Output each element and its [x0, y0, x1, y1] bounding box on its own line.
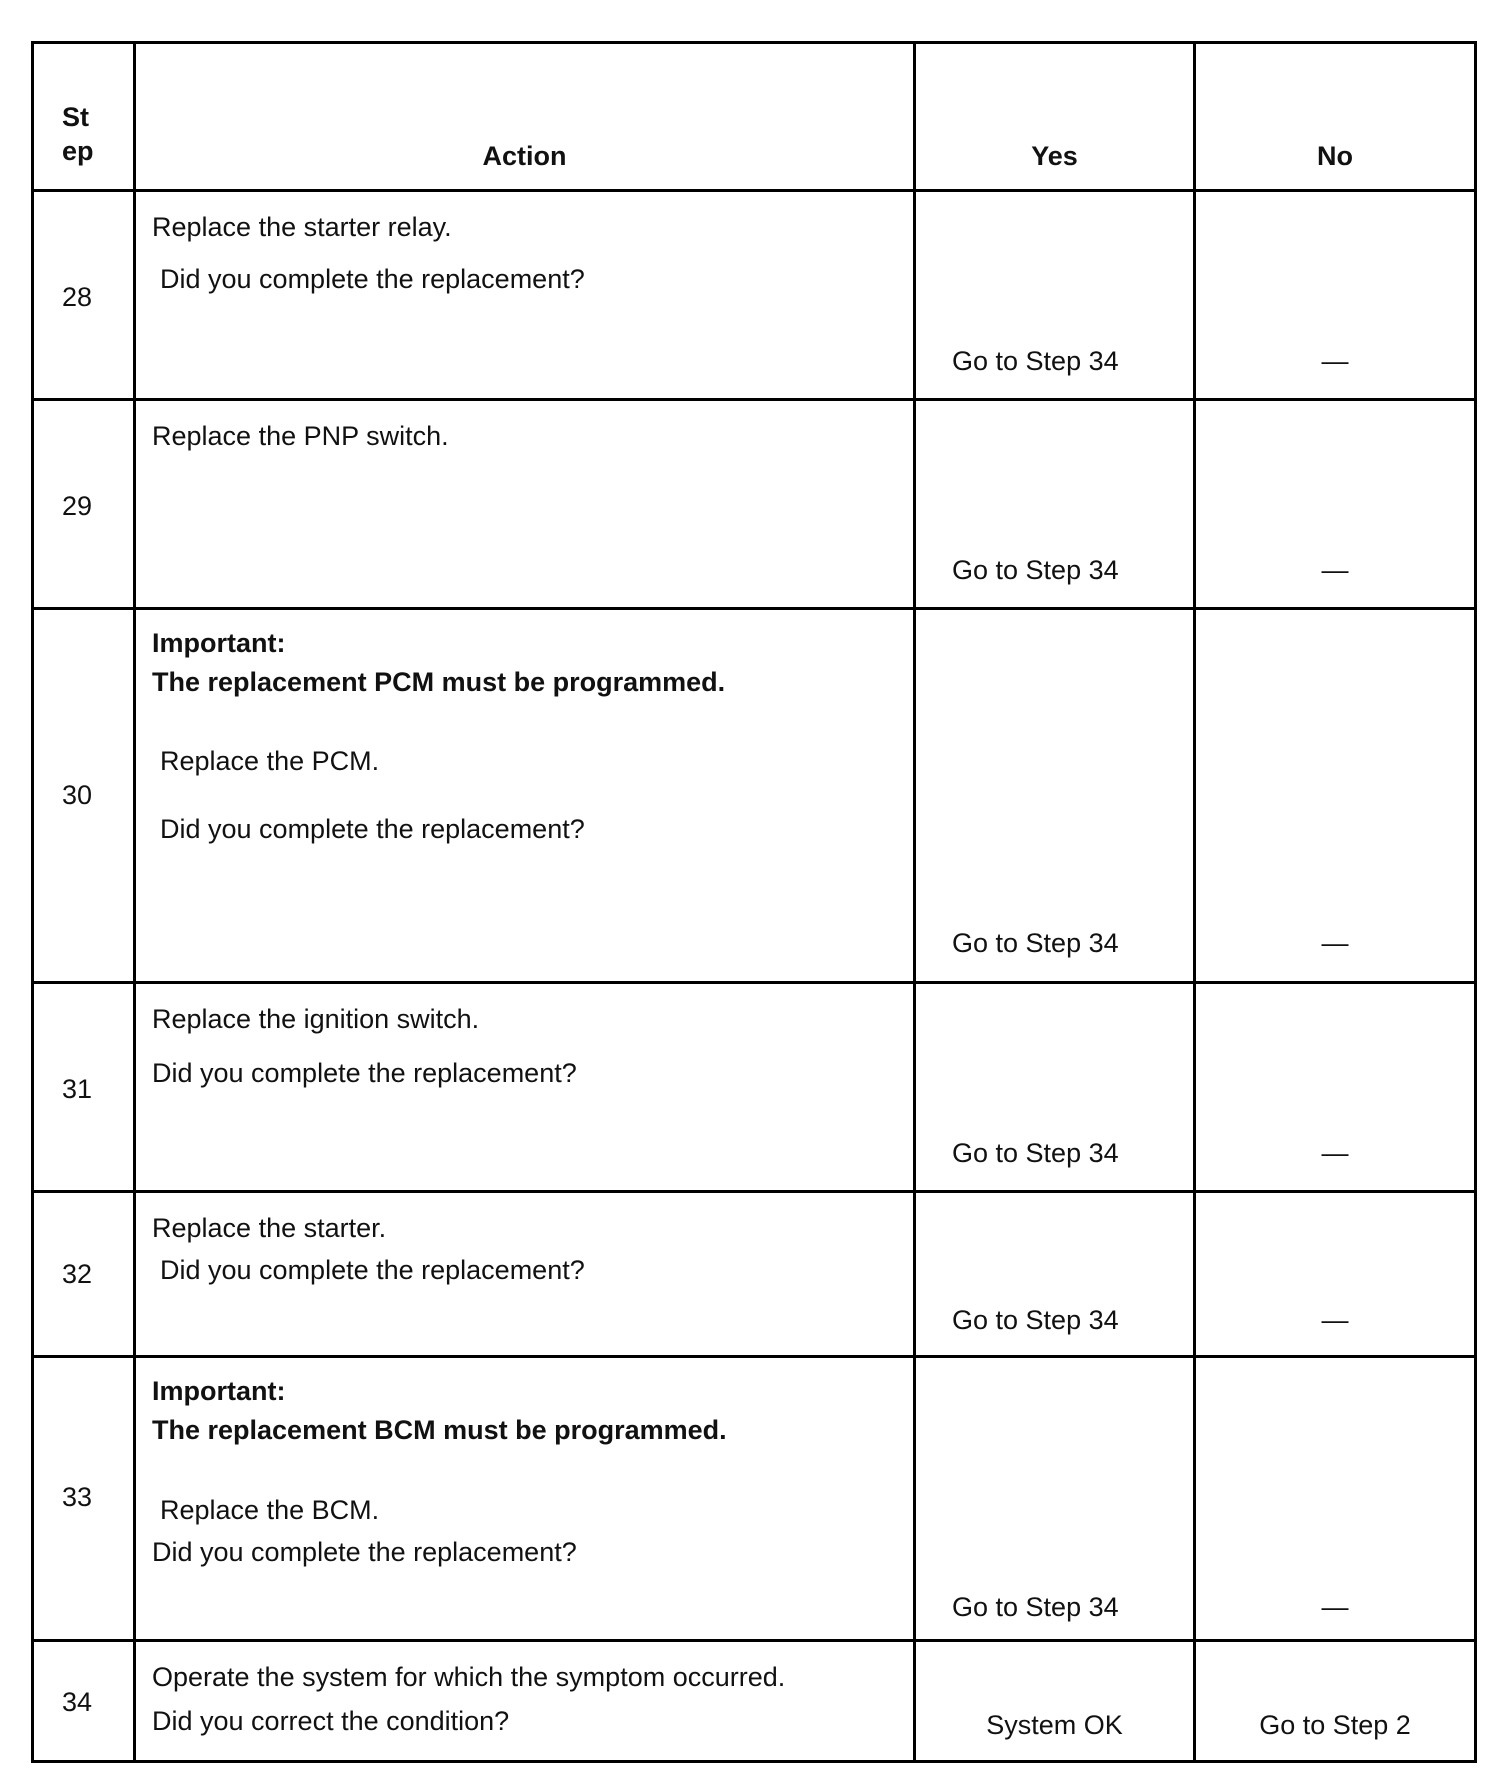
important-text: The replacement BCM must be programmed. [152, 1415, 727, 1445]
action-cell: Operate the system for which the symptom occurred. Did you correct the condition? [136, 1642, 916, 1760]
important-label: Important: [152, 628, 286, 658]
no-cell: — [1321, 1305, 1349, 1335]
yes-cell: Go to Step 34 [916, 984, 1196, 1190]
table-row [34, 984, 1474, 1193]
header-step-line1: St [62, 102, 89, 132]
table-row [34, 192, 1474, 401]
table-row [34, 610, 1474, 984]
action-cell: Replace the ignition switch. Did you complete the replacement? [136, 984, 916, 1190]
step-cell: 32 [34, 1193, 136, 1355]
table-row [34, 1193, 1474, 1358]
table-row [34, 1358, 1474, 1642]
action-cell: Important: The replacement BCM must be programmed. Replace the BCM. Did you complete the replacement? [136, 1358, 916, 1639]
no-cell: — [1321, 555, 1349, 585]
action-cell: Replace the starter. Did you complete the replacement? [136, 1193, 916, 1355]
no-cell: — [1321, 1138, 1349, 1168]
action-cell: Replace the starter relay. Did you complete the replacement? [136, 192, 916, 398]
yes-cell: Go to Step 34 [916, 1358, 1196, 1639]
table-header-row [34, 44, 1474, 192]
step-cell: 31 [34, 984, 136, 1190]
important-label: Important: [152, 1376, 286, 1406]
no-cell: Go to Step 2 [1259, 1710, 1411, 1740]
yes-cell: Go to Step 34 [916, 401, 1196, 607]
header-action: Action [136, 44, 916, 189]
step-cell: 30 [34, 610, 136, 981]
yes-cell: System OK [916, 1642, 1196, 1760]
header-no: No [1317, 141, 1353, 171]
yes-cell: Go to Step 34 [916, 1193, 1196, 1355]
action-cell: Replace the PNP switch. [136, 401, 916, 607]
diagnostic-table [31, 41, 1477, 1763]
no-cell: — [1321, 1592, 1349, 1622]
header-yes: Yes [916, 44, 1196, 189]
table-row [34, 401, 1474, 610]
action-cell: Important: The replacement PCM must be programmed. Replace the PCM. Did you complete the replacement? [136, 610, 916, 981]
table-row [34, 1642, 1474, 1763]
important-text: The replacement PCM must be programmed. [152, 667, 726, 697]
no-cell: — [1321, 928, 1349, 958]
yes-cell: Go to Step 34 [916, 192, 1196, 398]
yes-cell: Go to Step 34 [916, 610, 1196, 981]
step-cell: 33 [34, 1358, 136, 1639]
step-cell: 29 [34, 401, 136, 607]
header-step-line2: ep [62, 136, 94, 166]
step-cell: 28 [34, 192, 136, 398]
header-step [34, 44, 136, 189]
step-cell: 34 [34, 1642, 136, 1760]
no-cell: — [1321, 346, 1349, 376]
